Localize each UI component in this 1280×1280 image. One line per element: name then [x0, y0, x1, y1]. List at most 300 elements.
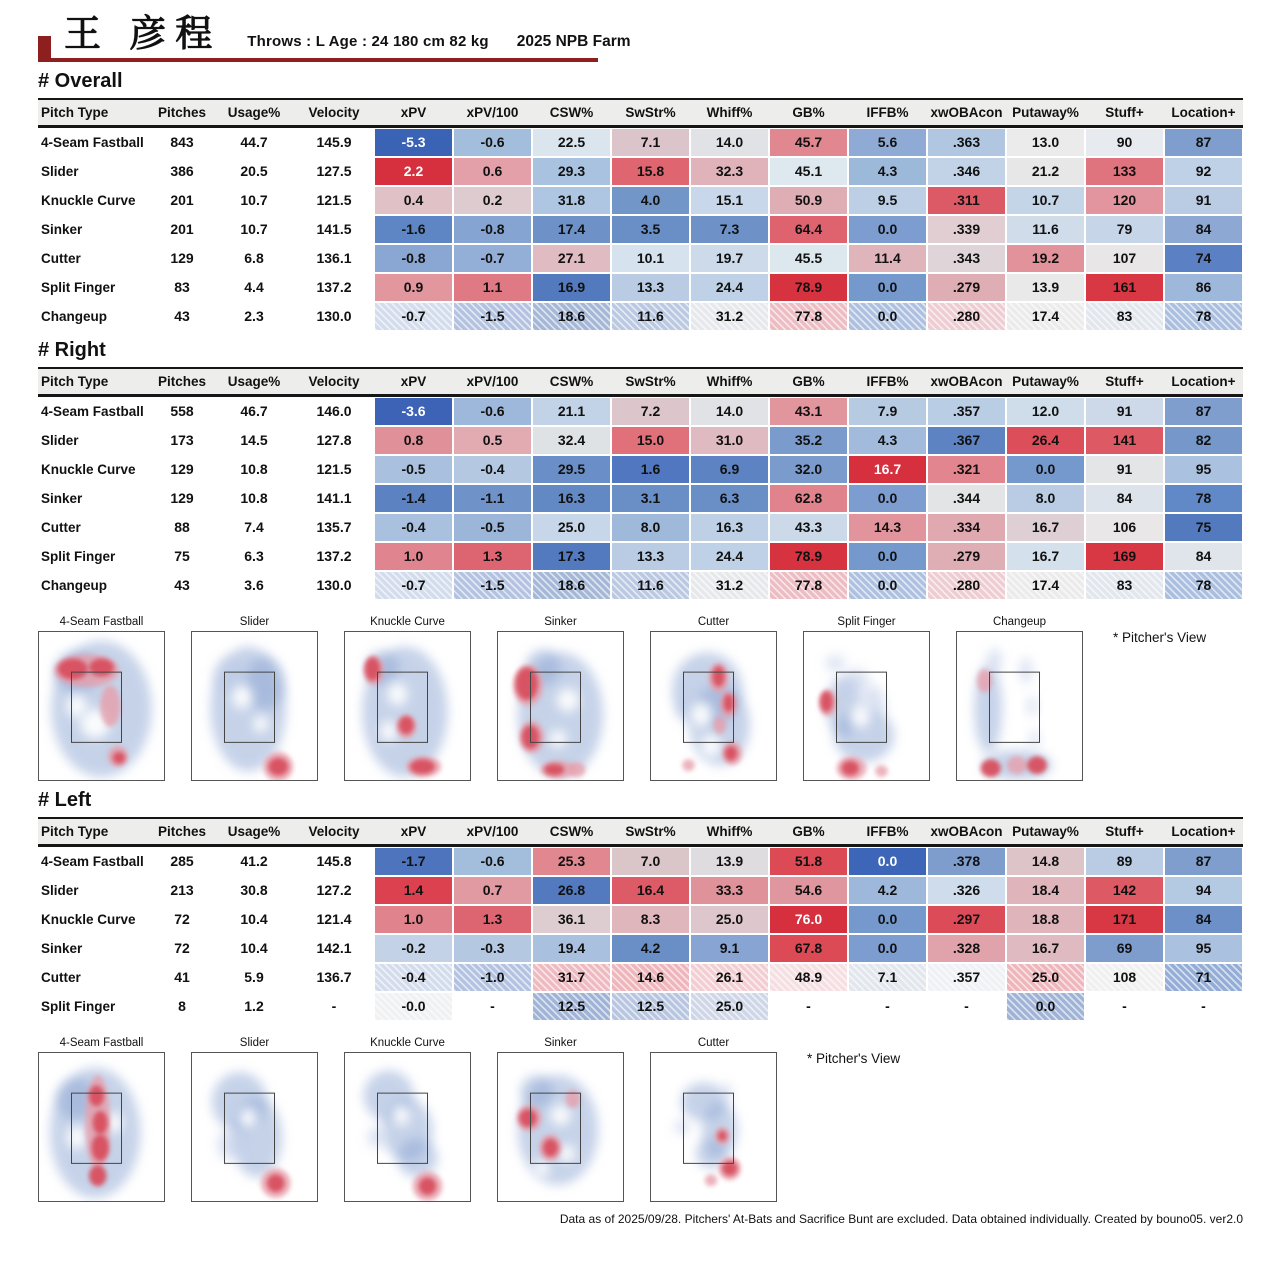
stat-value: 26.1 — [691, 964, 768, 991]
section-title: # Right — [38, 338, 106, 361]
stat-cell-gb — [769, 847, 848, 876]
stat-cell-csw — [532, 513, 611, 542]
stat-value: -1.0 — [454, 964, 531, 991]
stat-cell-putaway — [1006, 273, 1085, 302]
stat-value: 21.2 — [1007, 158, 1084, 185]
kde-blob — [675, 1119, 690, 1134]
column-header-xpv-100: xPV/100 — [453, 817, 532, 847]
stat-cell-xpv — [374, 186, 453, 215]
velocity-value: 127.5 — [316, 163, 352, 180]
player-name: 王 彦程 — [64, 13, 222, 54]
heatmap-slider — [191, 1037, 318, 1202]
velocity-value: 127.8 — [316, 432, 352, 449]
stat-cell-xpv — [374, 244, 453, 273]
stat-value: 0.0 — [849, 485, 926, 512]
pitches-value: 75 — [174, 548, 190, 565]
stat-cell-location — [1164, 244, 1243, 273]
stat-value: 12.5 — [612, 993, 689, 1020]
stat-value: 15.8 — [612, 158, 689, 185]
stat-value: 35.2 — [770, 427, 847, 454]
stat-cell-swstr — [611, 905, 690, 934]
column-header-putaway: Putaway% — [1006, 367, 1085, 397]
stat-cell-xwobacon — [927, 455, 1006, 484]
stat-cell-gb — [769, 484, 848, 513]
heatmap-label: Changeup — [992, 615, 1047, 628]
stat-cell-location — [1164, 186, 1243, 215]
stat-value: 54.6 — [770, 877, 847, 904]
stat-value: 87 — [1165, 398, 1242, 425]
stat-value: -0.7 — [454, 245, 531, 272]
stat-cell-whiff — [690, 992, 769, 1021]
stat-cell-gb — [769, 157, 848, 186]
pitch-type-label: Sinker — [41, 490, 83, 506]
name-row — [38, 14, 1243, 55]
kde-blob — [89, 1085, 104, 1106]
stat-value: 15.0 — [612, 427, 689, 454]
stat-value: 91 — [1165, 187, 1242, 214]
stat-cell-location — [1164, 215, 1243, 244]
stat-cell-xwobacon — [927, 876, 1006, 905]
stat-cell-whiff — [690, 244, 769, 273]
stat-value: 31.2 — [691, 572, 768, 599]
stat-cell-csw — [532, 128, 611, 157]
kde-blob — [380, 720, 398, 741]
velocity-value: 121.5 — [316, 192, 352, 209]
stat-cell-gb — [769, 244, 848, 273]
stat-value: 89 — [1086, 848, 1163, 875]
pitch-type-label: Split Finger — [41, 548, 116, 564]
stat-value: 84 — [1086, 485, 1163, 512]
stat-value: -0.3 — [454, 935, 531, 962]
stat-value: 0.7 — [454, 877, 531, 904]
stat-cell-location — [1164, 876, 1243, 905]
stat-value: 78 — [1165, 485, 1242, 512]
heatmap-label: 4-Seam Fastball — [59, 615, 144, 628]
stat-cell-whiff — [690, 397, 769, 426]
stat-cell-iffb — [848, 426, 927, 455]
pitches-value: 201 — [170, 192, 194, 209]
stat-value: 5.6 — [849, 129, 926, 156]
stat-cell-whiff — [690, 484, 769, 513]
stat-cell-xpv-100 — [453, 244, 532, 273]
heatmap-cutter — [650, 1037, 777, 1202]
stat-cell-gb — [769, 876, 848, 905]
kde-plot — [39, 1053, 164, 1201]
column-header-iffb: IFFB% — [848, 817, 927, 847]
stat-cell-putaway — [1006, 542, 1085, 571]
stat-value: 19.4 — [533, 935, 610, 962]
stat-value: -0.4 — [375, 514, 452, 541]
stat-cell-swstr — [611, 934, 690, 963]
stat-value: 18.8 — [1007, 906, 1084, 933]
column-header-csw: CSW% — [532, 367, 611, 397]
stat-cell-xpv — [374, 128, 453, 157]
stat-value: .311 — [928, 187, 1005, 214]
velocity-value: 130.0 — [316, 308, 352, 325]
stat-cell-gb — [769, 215, 848, 244]
stat-cell-xwobacon — [927, 905, 1006, 934]
stat-cell-xpv — [374, 397, 453, 426]
kde-blob — [987, 648, 1002, 672]
stat-value: 25.0 — [691, 906, 768, 933]
column-header-velocity: Velocity — [294, 367, 374, 397]
stat-cell-xwobacon — [927, 426, 1006, 455]
stat-value: -0.8 — [375, 245, 452, 272]
stat-value: 25.0 — [533, 514, 610, 541]
stat-value: 92 — [1165, 158, 1242, 185]
column-header-stuff: Stuff+ — [1085, 98, 1164, 128]
stat-value: 0.0 — [849, 848, 926, 875]
column-header-whiff: Whiff% — [690, 817, 769, 847]
heatmap-label: Knuckle Curve — [370, 1036, 445, 1049]
stat-cell-iffb — [848, 876, 927, 905]
stat-cell-xwobacon — [927, 186, 1006, 215]
stat-cell-csw — [532, 542, 611, 571]
stat-cell-xpv-100 — [453, 397, 532, 426]
kde-blob — [718, 1130, 727, 1140]
stat-cell-stuff — [1085, 484, 1164, 513]
stat-value: 24.4 — [691, 274, 768, 301]
column-header-xpv-100: xPV/100 — [453, 98, 532, 128]
stat-value: 108 — [1086, 964, 1163, 991]
stat-cell-putaway — [1006, 397, 1085, 426]
stat-cell-stuff — [1085, 128, 1164, 157]
stat-value: 78.9 — [770, 274, 847, 301]
heatmap-label: Slider — [239, 1036, 270, 1049]
stat-cell-swstr — [611, 876, 690, 905]
stat-cell-xpv-100 — [453, 934, 532, 963]
stat-cell-location — [1164, 847, 1243, 876]
velocity-value: 137.2 — [316, 279, 352, 296]
pitch-type-label: Sinker — [41, 221, 83, 237]
kde-blob — [1020, 657, 1033, 684]
stat-cell-iffb — [848, 455, 927, 484]
column-header-xpv: xPV — [374, 367, 453, 397]
pitchers-view-note: * Pitcher's View — [807, 1050, 901, 1066]
stat-cell-xpv — [374, 847, 453, 876]
stat-value: 16.4 — [612, 877, 689, 904]
stat-cell-iffb — [848, 484, 927, 513]
stat-cell-xpv — [374, 571, 453, 600]
stat-value: 32.3 — [691, 158, 768, 185]
kde-blob — [1007, 756, 1027, 774]
stat-cell-xpv — [374, 934, 453, 963]
stat-cell-xpv-100 — [453, 455, 532, 484]
usage-value: 10.8 — [240, 461, 268, 478]
stat-cell-gb — [769, 397, 848, 426]
stat-cell-xpv — [374, 992, 453, 1021]
kde-blob — [714, 716, 727, 734]
stat-cell-gb — [769, 542, 848, 571]
stat-cell-swstr — [611, 542, 690, 571]
heatmap-plot-area — [191, 1052, 318, 1202]
stat-cell-swstr — [611, 244, 690, 273]
kde-plot — [39, 632, 164, 780]
report-header — [38, 14, 1243, 62]
stat-cell-xpv-100 — [453, 963, 532, 992]
stat-cell-swstr — [611, 273, 690, 302]
stat-value: .343 — [928, 245, 1005, 272]
stat-cell-xpv — [374, 273, 453, 302]
stat-value: 13.3 — [612, 543, 689, 570]
usage-value: 7.4 — [244, 519, 264, 536]
stat-value: 95 — [1165, 456, 1242, 483]
stat-cell-xwobacon — [927, 215, 1006, 244]
stat-value: -0.5 — [454, 514, 531, 541]
stat-value: 13.3 — [612, 274, 689, 301]
stat-cell-csw — [532, 157, 611, 186]
stat-value: 106 — [1086, 514, 1163, 541]
pitches-value: 201 — [170, 221, 194, 238]
stat-value: 87 — [1165, 129, 1242, 156]
stat-value: 31.0 — [691, 427, 768, 454]
stat-cell-xpv-100 — [453, 215, 532, 244]
stat-cell-swstr — [611, 571, 690, 600]
stat-value: 29.5 — [533, 456, 610, 483]
stat-cell-stuff — [1085, 157, 1164, 186]
stat-value: 142 — [1086, 877, 1163, 904]
stat-value: 11.6 — [612, 303, 689, 330]
stat-value: -3.6 — [375, 398, 452, 425]
stat-value: -0.7 — [375, 572, 452, 599]
stat-value: 27.1 — [533, 245, 610, 272]
heatmap-sinker — [497, 1037, 624, 1202]
stat-value: 33.3 — [691, 877, 768, 904]
section-overall — [38, 70, 1243, 331]
heatmap-changeup — [956, 616, 1083, 781]
stat-cell-putaway — [1006, 186, 1085, 215]
stat-value: -0.0 — [375, 993, 452, 1020]
pitch-type-label: Slider — [41, 882, 79, 898]
column-header-putaway: Putaway% — [1006, 98, 1085, 128]
stat-cell-whiff — [690, 128, 769, 157]
stat-value: 2.2 — [375, 158, 452, 185]
stat-cell-putaway — [1006, 455, 1085, 484]
kde-blob — [393, 1104, 411, 1125]
column-header-xpv: xPV — [374, 98, 453, 128]
stat-value: - — [1201, 998, 1206, 1015]
stat-cell-xwobacon — [927, 397, 1006, 426]
stat-value: 51.8 — [770, 848, 847, 875]
velocity-value: 145.9 — [316, 134, 352, 151]
stat-cell-whiff — [690, 571, 769, 600]
stat-value: 95 — [1165, 935, 1242, 962]
stat-value: 62.8 — [770, 485, 847, 512]
stat-cell-iffb — [848, 571, 927, 600]
stat-cell-csw — [532, 455, 611, 484]
velocity-value: 141.1 — [316, 490, 352, 507]
stat-cell-whiff — [690, 302, 769, 331]
stat-value: 0.0 — [849, 543, 926, 570]
usage-value: 10.7 — [240, 192, 268, 209]
stat-cell-putaway — [1006, 876, 1085, 905]
heatmap-4-seam-fastball — [38, 616, 165, 781]
stat-value: -1.4 — [375, 485, 452, 512]
stat-cell-putaway — [1006, 484, 1085, 513]
header-underline — [38, 58, 598, 62]
column-header-putaway: Putaway% — [1006, 817, 1085, 847]
heatmap-label: Split Finger — [837, 615, 896, 628]
stat-cell-stuff — [1085, 847, 1164, 876]
stat-cell-xpv — [374, 513, 453, 542]
stat-value: 12.5 — [533, 993, 610, 1020]
stat-value: 3.5 — [612, 216, 689, 243]
kde-blob — [544, 763, 564, 775]
stat-value: -1.5 — [454, 303, 531, 330]
stat-cell-xpv — [374, 876, 453, 905]
column-header-pitches: Pitches — [150, 817, 214, 847]
stat-cell-xwobacon — [927, 273, 1006, 302]
kde-blob — [690, 701, 713, 728]
usage-value: 46.7 — [240, 403, 268, 420]
stat-value: 83 — [1086, 303, 1163, 330]
kde-blob — [58, 658, 88, 679]
stat-value: -0.8 — [454, 216, 531, 243]
stat-cell-xwobacon — [927, 992, 1006, 1021]
velocity-value: 137.2 — [316, 548, 352, 565]
column-header-iffb: IFFB% — [848, 98, 927, 128]
stat-cell-swstr — [611, 484, 690, 513]
kde-blob — [410, 759, 435, 774]
kde-plot — [345, 632, 470, 780]
column-header-whiff: Whiff% — [690, 98, 769, 128]
column-header-location: Location+ — [1164, 817, 1243, 847]
stat-cell-csw — [532, 571, 611, 600]
stat-value: .321 — [928, 456, 1005, 483]
pitches-value: 213 — [170, 882, 194, 899]
stat-cell-stuff — [1085, 542, 1164, 571]
pitches-value: 72 — [174, 940, 190, 957]
stat-cell-xpv-100 — [453, 847, 532, 876]
stat-value: 161 — [1086, 274, 1163, 301]
stat-cell-csw — [532, 215, 611, 244]
stat-value: 31.7 — [533, 964, 610, 991]
stat-value: 4.2 — [612, 935, 689, 962]
heatmap-label: Cutter — [697, 1036, 730, 1049]
usage-value: 3.6 — [244, 577, 264, 594]
stat-cell-whiff — [690, 455, 769, 484]
kde-blob — [701, 734, 721, 758]
stat-value: 22.5 — [533, 129, 610, 156]
stat-cell-putaway — [1006, 847, 1085, 876]
column-header-xpv-100: xPV/100 — [453, 367, 532, 397]
stat-value: 16.7 — [1007, 514, 1084, 541]
kde-blob — [1030, 729, 1040, 747]
pitches-value: 386 — [170, 163, 194, 180]
kde-blob — [67, 1125, 87, 1149]
pitch-type-label: Changeup — [41, 308, 107, 324]
heatmaps-vs-left — [38, 1037, 1243, 1202]
report-footer: Data as of 2025/09/28. Pitchers' At-Bats and Sacrifice Bunt are excluded. Data obtained individually. Created by bouno05. ver2.0 — [559, 1211, 1243, 1226]
stat-cell-iffb — [848, 513, 927, 542]
stat-value: - — [1122, 998, 1127, 1015]
stat-cell-swstr — [611, 455, 690, 484]
usage-value: 5.9 — [244, 969, 264, 986]
kde-blob — [549, 729, 567, 747]
stat-value: 0.0 — [849, 303, 926, 330]
stat-value: .378 — [928, 848, 1005, 875]
stat-value: 43.1 — [770, 398, 847, 425]
usage-value: 1.2 — [244, 998, 264, 1015]
kde-plot — [192, 1053, 317, 1201]
kde-blob — [1027, 756, 1047, 774]
heatmap-plot-area — [38, 631, 165, 781]
stat-value: 4.3 — [849, 158, 926, 185]
stat-value: 11.4 — [849, 245, 926, 272]
stat-value: 0.8 — [375, 427, 452, 454]
column-header-velocity: Velocity — [294, 817, 374, 847]
stat-cell-putaway — [1006, 302, 1085, 331]
usage-value: 10.4 — [240, 940, 268, 957]
heatmap-plot-area — [956, 631, 1083, 781]
stat-cell-swstr — [611, 215, 690, 244]
stat-cell-location — [1164, 484, 1243, 513]
stat-value: 78.9 — [770, 543, 847, 570]
column-header-location: Location+ — [1164, 98, 1243, 128]
stat-value: -0.6 — [454, 398, 531, 425]
stat-value: 94 — [1165, 877, 1242, 904]
section-title: # Left — [38, 788, 92, 811]
kde-blob — [100, 685, 120, 726]
kde-blob — [557, 688, 580, 712]
stat-value: 8.3 — [612, 906, 689, 933]
stat-value: 8.0 — [612, 514, 689, 541]
stat-value: - — [964, 998, 969, 1015]
stat-value: 18.6 — [533, 303, 610, 330]
pitches-value: 83 — [174, 279, 190, 296]
column-header-whiff: Whiff% — [690, 367, 769, 397]
stat-value: .279 — [928, 274, 1005, 301]
heatmap-plot-area — [191, 631, 318, 781]
velocity-value: 135.7 — [316, 519, 352, 536]
heatmap-plot-area — [344, 631, 471, 781]
stat-cell-xpv — [374, 302, 453, 331]
stat-cell-whiff — [690, 215, 769, 244]
stat-value: -0.2 — [375, 935, 452, 962]
stat-value: 16.9 — [533, 274, 610, 301]
velocity-value: 145.8 — [316, 853, 352, 870]
kde-blob — [253, 715, 268, 733]
stat-cell-whiff — [690, 273, 769, 302]
heatmap-label: Slider — [239, 615, 270, 628]
column-header-xpv: xPV — [374, 817, 453, 847]
pitch-type-label: Cutter — [41, 969, 81, 985]
stat-value: 12.0 — [1007, 398, 1084, 425]
stat-cell-iffb — [848, 397, 927, 426]
column-header-velocity: Velocity — [294, 98, 374, 128]
stat-cell-stuff — [1085, 302, 1164, 331]
stat-value: .339 — [928, 216, 1005, 243]
stat-cell-xpv — [374, 426, 453, 455]
stat-cell-xpv — [374, 905, 453, 934]
kde-blob — [398, 1139, 438, 1177]
heatmap-knuckle-curve — [344, 1037, 471, 1202]
stat-cell-location — [1164, 157, 1243, 186]
usage-value: 6.3 — [244, 548, 264, 565]
stat-value: 25.0 — [1007, 964, 1084, 991]
pitches-value: 72 — [174, 911, 190, 928]
stat-value: .344 — [928, 485, 1005, 512]
stat-value: 0.0 — [849, 216, 926, 243]
stat-value: 32.4 — [533, 427, 610, 454]
heatmap-plot-area — [803, 631, 930, 781]
stat-cell-iffb — [848, 963, 927, 992]
kde-blob — [720, 1084, 733, 1099]
stat-cell-location — [1164, 128, 1243, 157]
stat-cell-gb — [769, 934, 848, 963]
stat-value: 16.3 — [691, 514, 768, 541]
stat-cell-xpv-100 — [453, 426, 532, 455]
